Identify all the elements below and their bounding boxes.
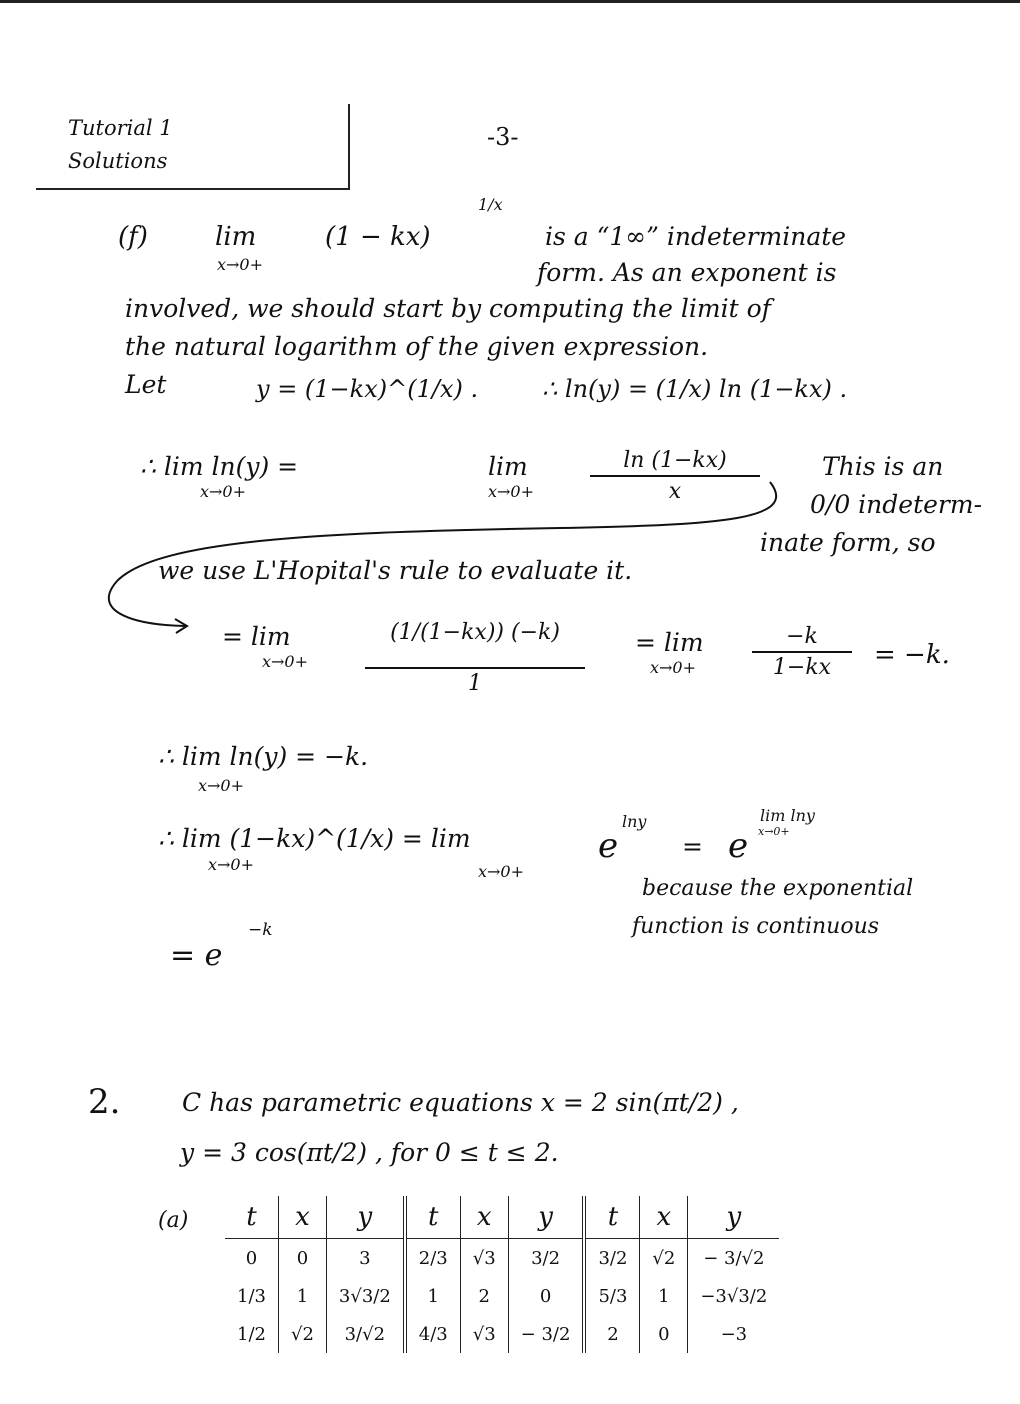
table-cell: − 3/2 xyxy=(508,1315,584,1353)
table-cell: 2/3 xyxy=(405,1239,460,1278)
note-line-2: 0/0 indeterm- xyxy=(810,490,983,519)
table-cell: √2 xyxy=(640,1239,688,1278)
intro-text-a: is a “1∞” indeterminate xyxy=(545,222,847,251)
step2-numerator-2: −k xyxy=(786,624,818,649)
col-header: x xyxy=(640,1196,688,1239)
step1-lhs: ∴ lim ln(y) = xyxy=(140,452,299,481)
col-header: y xyxy=(326,1196,404,1239)
step2-numerator: (1/(1−kx)) (−k) xyxy=(390,620,560,645)
step1-rhs-lim: lim xyxy=(488,452,528,481)
table-cell: 1/3 xyxy=(225,1277,278,1315)
intro-line-3: the natural logarithm of the given expression. xyxy=(125,332,709,361)
step1-rhs-sub: x→0+ xyxy=(488,482,535,501)
intro-text-b: form. As an exponent is xyxy=(537,258,837,287)
table-cell: 0 xyxy=(508,1277,584,1315)
because-line-1: because the exponential xyxy=(642,876,914,901)
values-table xyxy=(225,1196,779,1353)
table-cell: √3 xyxy=(460,1315,508,1353)
header-line-2: Solutions xyxy=(68,149,168,173)
final-result: = e xyxy=(170,938,223,973)
lhopital-line: we use L'Hopital's rule to evaluate it. xyxy=(158,556,633,585)
col-header: t xyxy=(225,1196,278,1239)
step1-denominator: x xyxy=(668,479,682,504)
table-row xyxy=(225,1277,779,1315)
step2-mid-lim: = lim xyxy=(635,628,704,657)
q2-line-2: y = 3 cos(πt/2) , for 0 ≤ t ≤ 2. xyxy=(180,1138,559,1167)
step2-sub: x→0+ xyxy=(262,652,309,671)
let-word: Let xyxy=(125,370,167,399)
step2-denominator: 1 xyxy=(468,671,482,696)
note-line-3: inate form, so xyxy=(760,528,936,557)
step4-sub-1: x→0+ xyxy=(208,855,255,874)
step4-e2-exponent: lim lny xyxy=(760,806,815,825)
question-2-number: 2. xyxy=(88,1082,121,1122)
table-cell: 1 xyxy=(640,1277,688,1315)
table-cell: 1 xyxy=(278,1277,326,1315)
table-cell: 1/2 xyxy=(225,1315,278,1353)
table-cell: 3√3/2 xyxy=(326,1277,404,1315)
fraction-bar xyxy=(752,651,852,653)
table-cell: 2 xyxy=(460,1277,508,1315)
step4-e2: e xyxy=(728,826,749,866)
ln-relation: ∴ ln(y) = (1/x) ln (1−kx) . xyxy=(542,375,848,403)
col-header: x xyxy=(460,1196,508,1239)
table-cell: 2 xyxy=(584,1315,639,1353)
table-cell: 1 xyxy=(405,1277,460,1315)
limit-exponent: 1/x xyxy=(478,195,503,214)
step2-fraction-2 xyxy=(752,624,852,680)
table-cell: − 3/√2 xyxy=(703,1247,765,1269)
part-a-label: (a) xyxy=(158,1208,189,1233)
step2-denominator-2: 1−kx xyxy=(772,655,832,680)
col-header: t xyxy=(584,1196,639,1239)
step4-sub-2: x→0+ xyxy=(478,862,525,881)
limit-expression: (1 − kx) xyxy=(325,222,431,252)
table-row xyxy=(225,1239,779,1278)
table-cell: 0 xyxy=(225,1239,278,1278)
q2-line-1: C has parametric equations x = 2 sin(πt/2) , xyxy=(182,1088,739,1117)
step4-lhs: ∴ lim (1−kx)^(1/x) = lim xyxy=(158,824,471,853)
table-cell: √3 xyxy=(460,1239,508,1278)
step1-numerator: ln (1−kx) xyxy=(623,448,727,473)
step2-result: = −k. xyxy=(874,640,950,670)
step4-equals: = xyxy=(682,832,703,861)
step4-e2-subscript: x→0+ xyxy=(758,825,790,838)
col-header: t xyxy=(405,1196,460,1239)
limit-word: lim xyxy=(215,222,257,252)
table-cell: −3 xyxy=(720,1323,748,1345)
fraction-bar xyxy=(365,667,585,669)
note-line-1: This is an xyxy=(822,452,944,481)
table-cell: √2 xyxy=(278,1315,326,1353)
step4-e-exponent: lny xyxy=(622,812,647,831)
col-header: x xyxy=(278,1196,326,1239)
because-line-2: function is continuous xyxy=(632,914,880,939)
table-row xyxy=(225,1315,779,1353)
intro-line-2: involved, we should start by computing the limit of xyxy=(125,294,771,323)
step3-sub: x→0+ xyxy=(198,776,245,795)
table-cell: 3/2 xyxy=(584,1239,639,1278)
table-cell: 5/3 xyxy=(584,1277,639,1315)
part-f-label: (f) xyxy=(118,222,148,252)
table-cell: 4/3 xyxy=(405,1315,460,1353)
step1-lhs-sub: x→0+ xyxy=(200,482,247,501)
table-cell: 0 xyxy=(640,1315,688,1353)
table-cell: 3 xyxy=(326,1239,404,1278)
table-cell: 3/√2 xyxy=(326,1315,404,1353)
table-cell: 0 xyxy=(278,1239,326,1278)
final-exponent: −k xyxy=(248,920,273,940)
col-header: y xyxy=(726,1202,742,1232)
let-expression: y = (1−kx)^(1/x) . xyxy=(256,375,479,403)
step2-mid-sub: x→0+ xyxy=(650,658,697,677)
header-line-1: Tutorial 1 xyxy=(68,116,173,140)
table-cell: −3√3/2 xyxy=(700,1285,768,1307)
limit-subscript: x→0+ xyxy=(217,255,264,274)
col-header: y xyxy=(508,1196,584,1239)
step2-lim: = lim xyxy=(222,622,291,651)
step2-fraction xyxy=(365,620,585,696)
step3-line: ∴ lim ln(y) = −k. xyxy=(158,742,369,771)
step4-e: e xyxy=(598,826,619,866)
page-number: -3- xyxy=(487,123,519,151)
table-cell: 3/2 xyxy=(508,1239,584,1278)
table-header-row xyxy=(225,1196,779,1239)
